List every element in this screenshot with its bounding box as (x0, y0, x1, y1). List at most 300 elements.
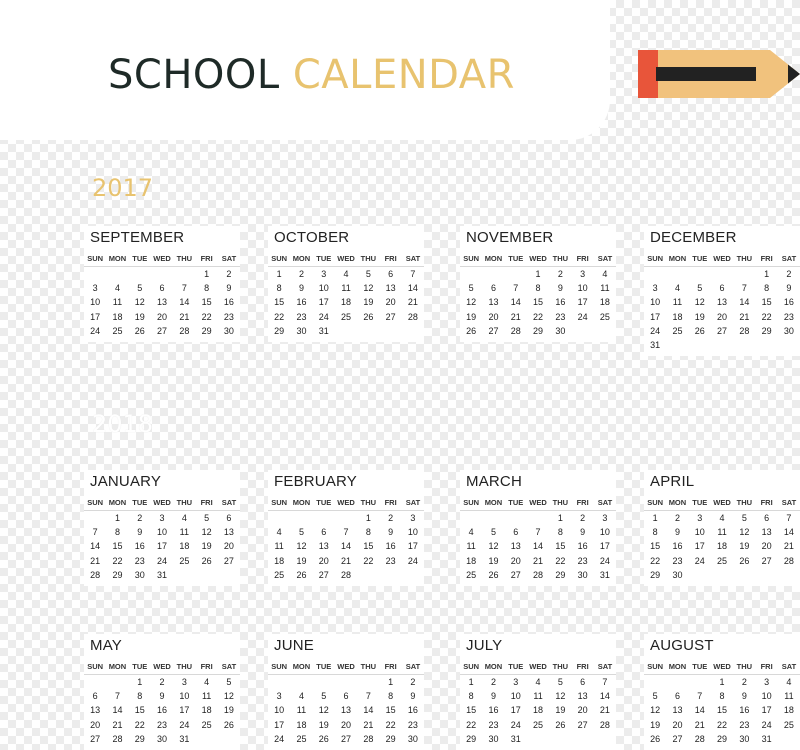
day-cell: 5 (298, 527, 304, 538)
day-cell: 5 (697, 283, 703, 294)
day-cell: 24 (761, 719, 772, 730)
month-name: AUGUST (650, 637, 714, 654)
day-cell: 13 (90, 705, 101, 716)
day-cell: 24 (90, 325, 101, 336)
day-cell: 18 (783, 705, 794, 716)
weekday-header: THU (173, 252, 195, 267)
weekday-header: SUN (644, 252, 666, 267)
day-cell: 27 (318, 569, 329, 580)
day-cell: 29 (274, 325, 285, 336)
empty-day-cell (482, 511, 504, 525)
day-cell: 26 (318, 733, 329, 744)
day-cell: 11 (112, 297, 123, 308)
day-cell: 18 (599, 297, 610, 308)
day-cell: 29 (112, 569, 123, 580)
day-cell: 6 (513, 527, 519, 538)
month-january (84, 470, 240, 586)
day-cell: 27 (90, 733, 101, 744)
day-cell: 2 (410, 677, 416, 687)
month-grid (460, 660, 616, 746)
day-cell: 10 (318, 283, 329, 294)
day-cell: 3 (697, 513, 703, 523)
month-name: SEPTEMBER (90, 229, 185, 246)
weekday-header: WED (335, 252, 357, 267)
day-cell: 13 (385, 283, 396, 294)
day-cell: 5 (468, 283, 474, 294)
day-cell: 8 (535, 283, 541, 294)
weekday-header: WED (151, 252, 173, 267)
day-cell: 12 (694, 297, 705, 308)
day-cell: 24 (694, 555, 705, 566)
day-cell: 2 (741, 677, 747, 687)
day-cell: 17 (650, 311, 661, 322)
day-cell: 12 (134, 297, 145, 308)
day-cell: 7 (513, 283, 519, 294)
day-cell: 3 (321, 269, 327, 279)
day-cell: 8 (652, 527, 658, 538)
month-grid (460, 496, 616, 582)
day-cell: 28 (363, 733, 374, 744)
day-cell: 11 (784, 691, 794, 702)
day-cell: 27 (223, 555, 234, 566)
day-cell: 20 (385, 297, 396, 308)
month-april (644, 470, 800, 586)
day-cell: 4 (602, 269, 608, 279)
empty-day-cell (505, 267, 527, 281)
day-cell: 16 (223, 297, 234, 308)
day-cell: 7 (410, 269, 416, 279)
month-grid (268, 660, 424, 746)
day-cell: 22 (134, 719, 145, 730)
day-cell: 4 (298, 691, 304, 702)
day-cell: 14 (783, 527, 794, 538)
weekday-header: WED (711, 660, 733, 675)
day-cell: 29 (385, 733, 396, 744)
title-school: SCHOOL (108, 52, 280, 98)
day-cell: 12 (223, 691, 234, 702)
day-cell: 8 (557, 527, 563, 538)
day-cell: 29 (134, 733, 145, 744)
year-label-2018: 2018 (92, 410, 154, 438)
weekday-header: SAT (402, 496, 424, 511)
day-cell: 6 (388, 269, 394, 279)
weekday-header: FRI (755, 496, 777, 511)
weekday-header: FRI (379, 252, 401, 267)
day-cell: 23 (385, 555, 396, 566)
day-cell: 19 (318, 719, 329, 730)
day-cell: 23 (223, 311, 234, 322)
day-cell: 15 (363, 541, 374, 552)
day-cell: 12 (296, 541, 307, 552)
empty-day-cell (84, 675, 106, 689)
day-cell: 9 (786, 283, 792, 294)
day-cell: 28 (179, 325, 190, 336)
weekday-header: TUE (313, 252, 335, 267)
day-cell: 26 (650, 733, 661, 744)
empty-day-cell (106, 675, 128, 689)
day-cell: 26 (739, 555, 750, 566)
weekday-header: SAT (594, 660, 616, 675)
day-cell: 3 (513, 677, 519, 687)
weekday-header: FRI (755, 252, 777, 267)
month-grid (644, 496, 800, 582)
day-cell: 27 (672, 733, 683, 744)
day-cell: 13 (488, 297, 499, 308)
page-title (108, 52, 515, 98)
weekday-header: TUE (505, 252, 527, 267)
day-cell: 5 (652, 691, 658, 702)
empty-day-cell (689, 267, 711, 281)
day-cell: 17 (577, 297, 588, 308)
empty-day-cell (666, 267, 688, 281)
month-name: APRIL (650, 473, 695, 490)
day-cell: 18 (296, 719, 307, 730)
weekday-header: TUE (689, 496, 711, 511)
weekday-header: THU (173, 496, 195, 511)
day-cell: 4 (114, 283, 120, 294)
day-cell: 29 (466, 733, 477, 744)
day-cell: 1 (468, 677, 474, 687)
month-name: MAY (90, 637, 122, 654)
day-cell: 11 (274, 541, 284, 552)
weekday-header: SAT (594, 252, 616, 267)
day-cell: 18 (717, 541, 728, 552)
weekday-header: SUN (84, 496, 106, 511)
day-cell: 17 (179, 705, 190, 716)
day-cell: 25 (783, 719, 794, 730)
day-cell: 26 (694, 325, 705, 336)
weekday-header: MON (290, 496, 312, 511)
month-october (268, 226, 424, 342)
empty-day-cell (482, 267, 504, 281)
month-july (460, 634, 616, 750)
weekday-header: FRI (379, 496, 401, 511)
day-cell: 7 (602, 677, 608, 687)
day-cell: 15 (650, 541, 661, 552)
weekday-header: FRI (571, 252, 593, 267)
day-cell: 20 (672, 719, 683, 730)
day-cell: 23 (407, 719, 418, 730)
day-cell: 2 (557, 269, 563, 279)
empty-day-cell (313, 511, 335, 525)
weekday-header: FRI (571, 660, 593, 675)
weekday-header: WED (711, 252, 733, 267)
day-cell: 19 (650, 719, 661, 730)
day-cell: 25 (341, 311, 352, 322)
day-cell: 7 (741, 283, 747, 294)
day-cell: 9 (557, 283, 563, 294)
weekday-header: THU (549, 252, 571, 267)
day-cell: 25 (599, 311, 610, 322)
day-cell: 25 (274, 569, 285, 580)
weekday-header: THU (733, 252, 755, 267)
weekday-header: WED (335, 496, 357, 511)
day-cell: 21 (112, 719, 123, 730)
day-cell: 2 (137, 513, 143, 523)
day-cell: 15 (533, 297, 544, 308)
day-cell: 29 (761, 325, 772, 336)
day-cell: 2 (674, 513, 680, 523)
day-cell: 12 (488, 541, 499, 552)
weekday-header: SAT (778, 252, 800, 267)
day-cell: 12 (650, 705, 661, 716)
day-cell: 21 (510, 311, 521, 322)
day-cell: 12 (466, 297, 477, 308)
day-cell: 19 (134, 311, 145, 322)
day-cell: 29 (555, 569, 566, 580)
day-cell: 28 (407, 311, 418, 322)
weekday-header: THU (173, 660, 195, 675)
empty-day-cell (84, 511, 106, 525)
month-grid (460, 252, 616, 338)
day-cell: 11 (672, 297, 683, 308)
day-cell: 2 (580, 513, 586, 523)
weekday-header: SUN (644, 660, 666, 675)
weekday-header: THU (357, 252, 379, 267)
day-cell: 17 (318, 297, 329, 308)
day-cell: 5 (490, 527, 496, 538)
day-cell: 18 (274, 555, 285, 566)
day-cell: 25 (179, 555, 190, 566)
day-cell: 29 (650, 569, 661, 580)
day-cell: 13 (577, 691, 588, 702)
day-cell: 23 (157, 719, 168, 730)
day-cell: 8 (388, 691, 394, 702)
day-cell: 5 (137, 283, 143, 294)
empty-day-cell (689, 675, 711, 689)
month-may (84, 634, 240, 750)
empty-day-cell (173, 267, 195, 281)
day-cell: 16 (385, 541, 396, 552)
weekday-header: WED (711, 496, 733, 511)
empty-day-cell (290, 511, 312, 525)
month-grid (268, 496, 424, 582)
month-september (84, 226, 240, 342)
day-cell: 22 (112, 555, 123, 566)
day-cell: 27 (717, 325, 728, 336)
weekday-header: MON (666, 660, 688, 675)
day-cell: 23 (296, 311, 307, 322)
day-cell: 6 (674, 691, 680, 702)
day-cell: 6 (321, 527, 327, 538)
day-cell: 5 (321, 691, 327, 702)
day-cell: 15 (112, 541, 123, 552)
day-cell: 5 (557, 677, 563, 687)
weekday-header: SUN (268, 252, 290, 267)
weekday-header: SAT (778, 660, 800, 675)
day-cell: 17 (510, 705, 521, 716)
day-cell: 9 (490, 691, 496, 702)
day-cell: 19 (223, 705, 234, 716)
day-cell: 4 (276, 527, 282, 538)
day-cell: 30 (739, 733, 750, 744)
month-name: DECEMBER (650, 229, 737, 246)
day-cell: 24 (407, 555, 418, 566)
day-cell: 22 (533, 311, 544, 322)
month-june (268, 634, 424, 750)
day-cell: 14 (112, 705, 123, 716)
day-cell: 5 (365, 269, 371, 279)
day-cell: 28 (739, 325, 750, 336)
month-december (644, 226, 800, 356)
day-cell: 8 (204, 283, 210, 294)
day-cell: 14 (90, 541, 101, 552)
weekday-header: FRI (755, 660, 777, 675)
day-cell: 31 (650, 339, 661, 350)
day-cell: 24 (157, 555, 168, 566)
day-cell: 21 (341, 555, 352, 566)
day-cell: 13 (761, 527, 772, 538)
day-cell: 17 (274, 719, 285, 730)
weekday-header: TUE (313, 496, 335, 511)
month-grid (84, 496, 240, 582)
day-cell: 22 (555, 555, 566, 566)
day-cell: 13 (717, 297, 728, 308)
day-cell: 20 (341, 719, 352, 730)
day-cell: 10 (599, 527, 610, 538)
weekday-header: SAT (218, 252, 240, 267)
day-cell: 13 (223, 527, 234, 538)
day-cell: 9 (137, 527, 143, 538)
weekday-header: MON (106, 660, 128, 675)
day-cell: 25 (201, 719, 212, 730)
day-cell: 21 (90, 555, 101, 566)
day-cell: 21 (783, 541, 794, 552)
weekday-header: TUE (505, 496, 527, 511)
day-cell: 8 (365, 527, 371, 538)
day-cell: 8 (276, 283, 282, 294)
day-cell: 15 (717, 705, 728, 716)
day-cell: 26 (555, 719, 566, 730)
day-cell: 15 (134, 705, 145, 716)
day-cell: 18 (533, 705, 544, 716)
empty-day-cell (313, 675, 335, 689)
day-cell: 26 (296, 569, 307, 580)
empty-day-cell (335, 511, 357, 525)
day-cell: 16 (134, 541, 145, 552)
month-grid (268, 252, 424, 338)
empty-day-cell (268, 511, 290, 525)
day-cell: 10 (694, 527, 705, 538)
day-cell: 22 (761, 311, 772, 322)
day-cell: 23 (783, 311, 794, 322)
day-cell: 23 (134, 555, 145, 566)
day-cell: 30 (134, 569, 145, 580)
day-cell: 14 (407, 283, 418, 294)
month-name: JUNE (274, 637, 314, 654)
weekday-header: THU (357, 660, 379, 675)
day-cell: 20 (510, 555, 521, 566)
weekday-header: FRI (195, 660, 217, 675)
day-cell: 23 (577, 555, 588, 566)
day-cell: 30 (672, 569, 683, 580)
day-cell: 20 (577, 705, 588, 716)
weekday-header: THU (549, 496, 571, 511)
month-february (268, 470, 424, 586)
day-cell: 3 (92, 283, 98, 294)
day-cell: 9 (410, 691, 416, 702)
day-cell: 9 (674, 527, 680, 538)
day-cell: 26 (201, 555, 212, 566)
day-cell: 3 (764, 677, 770, 687)
weekday-header: MON (106, 496, 128, 511)
weekday-header: MON (666, 496, 688, 511)
empty-day-cell (505, 511, 527, 525)
weekday-header: TUE (689, 660, 711, 675)
day-cell: 1 (557, 513, 563, 523)
day-cell: 21 (407, 297, 418, 308)
day-cell: 6 (490, 283, 496, 294)
weekday-header: MON (482, 252, 504, 267)
weekday-header: SUN (84, 252, 106, 267)
day-cell: 20 (223, 541, 234, 552)
weekday-header: TUE (313, 660, 335, 675)
weekday-header: SUN (268, 660, 290, 675)
day-cell: 21 (694, 719, 705, 730)
day-cell: 14 (341, 541, 352, 552)
day-cell: 18 (179, 541, 190, 552)
weekday-header: SAT (218, 660, 240, 675)
title-calendar: CALENDAR (292, 52, 515, 98)
day-cell: 6 (226, 513, 232, 523)
day-cell: 5 (226, 677, 232, 687)
day-cell: 9 (580, 527, 586, 538)
empty-day-cell (460, 511, 482, 525)
day-cell: 27 (488, 325, 499, 336)
day-cell: 2 (159, 677, 165, 687)
day-cell: 25 (672, 325, 683, 336)
weekday-header: FRI (379, 660, 401, 675)
day-cell: 11 (600, 283, 610, 294)
day-cell: 9 (159, 691, 165, 702)
weekday-header: MON (482, 660, 504, 675)
month-grid (644, 660, 800, 746)
day-cell: 10 (577, 283, 588, 294)
day-cell: 4 (204, 677, 210, 687)
day-cell: 7 (786, 513, 792, 523)
day-cell: 1 (388, 677, 394, 687)
weekday-header: SAT (218, 496, 240, 511)
day-cell: 7 (343, 527, 349, 538)
month-name: JANUARY (90, 473, 162, 490)
day-cell: 2 (388, 513, 394, 523)
weekday-header: MON (482, 496, 504, 511)
day-cell: 11 (466, 541, 476, 552)
day-cell: 11 (179, 527, 189, 538)
weekday-header: WED (151, 660, 173, 675)
empty-day-cell (151, 267, 173, 281)
day-cell: 13 (318, 541, 329, 552)
day-cell: 18 (466, 555, 477, 566)
day-cell: 8 (764, 283, 770, 294)
day-cell: 16 (488, 705, 499, 716)
day-cell: 4 (786, 677, 792, 687)
day-cell: 30 (407, 733, 418, 744)
empty-day-cell (106, 267, 128, 281)
day-cell: 5 (741, 513, 747, 523)
day-cell: 28 (599, 719, 610, 730)
day-cell: 21 (739, 311, 750, 322)
day-cell: 22 (385, 719, 396, 730)
weekday-header: SUN (268, 496, 290, 511)
year-label-2017: 2017 (92, 174, 154, 202)
day-cell: 22 (466, 719, 477, 730)
day-cell: 19 (555, 705, 566, 716)
day-cell: 6 (159, 283, 165, 294)
day-cell: 19 (201, 541, 212, 552)
day-cell: 3 (181, 677, 187, 687)
day-cell: 9 (741, 691, 747, 702)
